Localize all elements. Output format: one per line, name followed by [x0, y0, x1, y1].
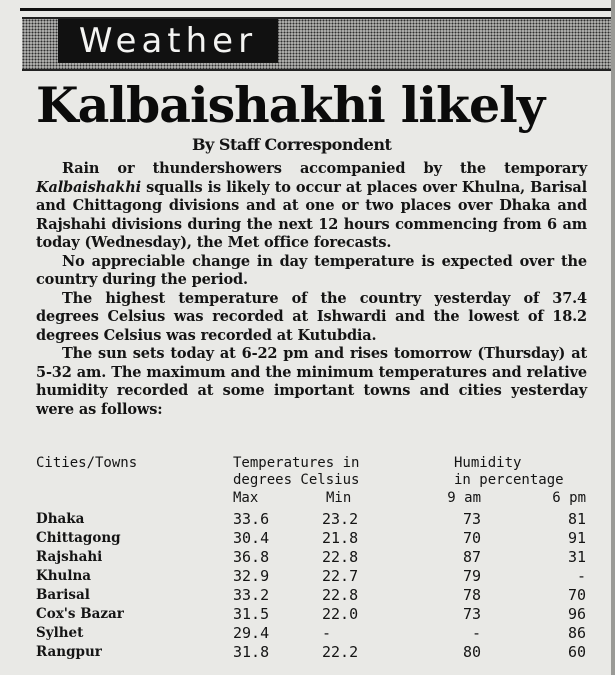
top-rule — [20, 8, 615, 11]
table-row — [36, 587, 596, 606]
min-temp: 22.2 — [322, 643, 359, 661]
paragraph-1 — [36, 160, 587, 253]
table-row — [36, 549, 596, 568]
humidity-6pm: 70 — [567, 586, 586, 604]
min-temp: 23.2 — [322, 510, 359, 528]
max-temp: 36.8 — [233, 548, 270, 566]
min-temp: - — [322, 624, 332, 642]
header-humidity-1: Humidity — [454, 455, 522, 471]
humidity-6pm: 31 — [567, 548, 586, 566]
humidity-6pm: - — [576, 567, 586, 585]
table-row — [36, 568, 596, 587]
city-name: Rajshahi — [36, 549, 103, 565]
table-row — [36, 625, 596, 644]
humidity-6pm: 60 — [567, 643, 586, 661]
header-9am: 9 am — [447, 490, 481, 506]
city-name: Sylhet — [36, 625, 84, 641]
max-temp: 32.9 — [233, 567, 270, 585]
section-label: Weather — [58, 19, 278, 63]
city-name: Cox's Bazar — [36, 606, 124, 622]
weather-table — [36, 453, 596, 673]
paragraph-2: No appreciable change in day temperature is expected over the country during the period. — [36, 252, 587, 288]
table-row — [36, 530, 596, 549]
header-humidity-2: in percentage — [454, 472, 564, 488]
max-temp: 30.4 — [233, 529, 270, 547]
humidity-6pm: 96 — [567, 605, 586, 623]
city-name: Khulna — [36, 568, 92, 584]
header-min: Min — [326, 490, 352, 506]
max-temp: 33.6 — [233, 510, 270, 528]
paragraph-1-italic: Kalbaishakhi — [36, 178, 141, 196]
humidity-6pm: 91 — [567, 529, 586, 547]
humidity-9am: 80 — [462, 643, 481, 661]
humidity-9am: 87 — [462, 548, 481, 566]
paragraph-1-start: Rain or thundershowers accompanied by the temporary — [62, 160, 587, 177]
header-temperature-1: Temperatures in — [233, 455, 360, 471]
min-temp: 22.8 — [322, 548, 359, 566]
humidity-9am: 73 — [462, 605, 481, 623]
min-temp: 21.8 — [322, 529, 359, 547]
header-cities: Cities/Towns — [36, 455, 138, 471]
city-name: Dhaka — [36, 511, 85, 527]
humidity-9am: - — [471, 624, 481, 642]
max-temp: 29.4 — [233, 624, 270, 642]
article-body — [36, 160, 587, 419]
header-temperature-2: degrees Celsius — [233, 472, 360, 488]
min-temp: 22.7 — [322, 567, 359, 585]
humidity-6pm: 81 — [567, 510, 586, 528]
humidity-9am: 79 — [462, 567, 481, 585]
max-temp: 33.2 — [233, 586, 270, 604]
city-name: Rangpur — [36, 644, 102, 660]
humidity-6pm: 86 — [567, 624, 586, 642]
city-name: Chittagong — [36, 530, 121, 546]
paragraph-3: The highest temperature of the country yesterday of 37.4 degrees Celsius was recorded at Ishwardi and the lowest of 18.2 degrees Celsius was recorded at Kutubdia. — [36, 289, 587, 344]
page-edge — [611, 0, 615, 675]
headline: Kalbaishakhi likely — [36, 76, 545, 134]
header-6pm: 6 pm — [552, 490, 586, 506]
humidity-9am: 78 — [462, 586, 481, 604]
paragraph-1-end: squalls is likely to occur at places over Khulna, Barisal and Chittagong divisions and at one or two places over Dhaka and Rajshahi divisions during the next 12 hours commencing from 6 am today (Wednesday), the Met office forecasts. — [36, 178, 587, 251]
table-row — [36, 606, 596, 625]
humidity-9am: 73 — [462, 510, 481, 528]
byline: By Staff Correspondent — [192, 135, 392, 154]
header-max: Max — [233, 490, 259, 506]
max-temp: 31.5 — [233, 605, 270, 623]
city-name: Barisal — [36, 587, 90, 603]
humidity-9am: 70 — [462, 529, 481, 547]
min-temp: 22.0 — [322, 605, 359, 623]
paragraph-4: The sun sets today at 6-22 pm and rises tomorrow (Thursday) at 5-32 am. The maximum and the minimum temperatures and relative humidity recorded at some important towns and cities yesterday were as follows: — [36, 345, 587, 418]
table-row — [36, 511, 596, 530]
min-temp: 22.8 — [322, 586, 359, 604]
table-row — [36, 644, 596, 663]
max-temp: 31.8 — [233, 643, 270, 661]
